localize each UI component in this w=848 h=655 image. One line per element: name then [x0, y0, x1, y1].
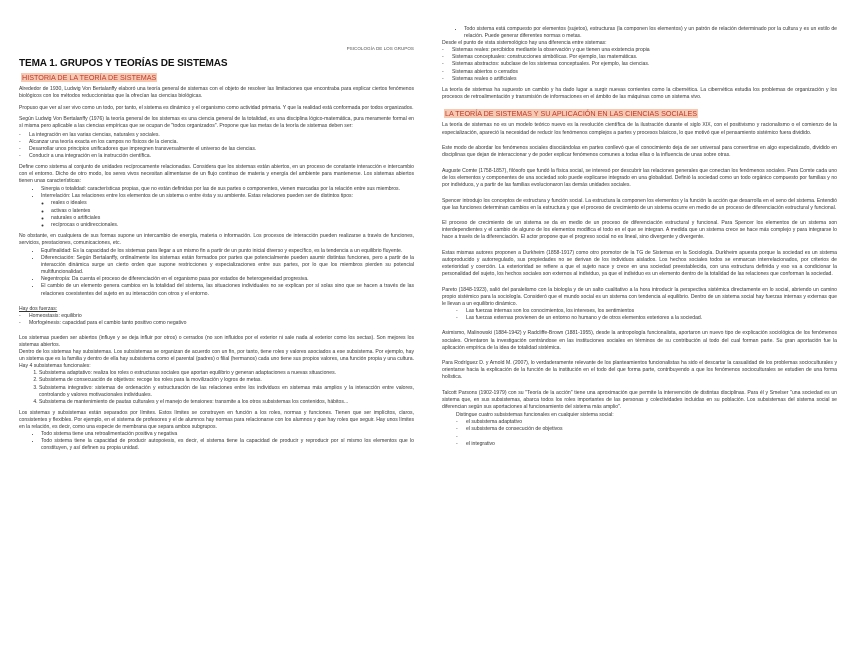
forces-intro-text: Hay dos fuerzas: [19, 305, 58, 312]
paragraph: Spencer introdujo los conceptos de estructura y función social. La estructura la componen los elementos y la función la acción que desarrolla en el seno del sistema. Entendió que las funciones determinan cambios en la estructura y que el proceso de crecimiento de un sistema ocurre en medio de un proceso de diferenciación estructural y funcional. [442, 197, 837, 211]
system-types-list [442, 47, 837, 82]
list-item: 4. Subsistema de mantenimiento de pautas culturales y el manejo de tensiones: transmite a los otros subsistemas los contenidos, hábitos... [39, 399, 414, 406]
list-item: • Interrelación: Las relaciones entre los elementos de un sistema o entre ésta y su ambiente. Estas relaciones pueden ser de distintos tipos: [41, 193, 414, 200]
paragraph: La teoría de sistemas ha supuesto un cambio y ha dado lugar a surgir nuevas corrientes como la cibernética. La cibernética estudia los problemas de organización y los procesos de retroalimentación y transmisión de informaciones en el ámbito de las máquinas como un sistema vivo. [442, 86, 837, 100]
list-item: ◦ naturales o artificiales [51, 215, 414, 222]
list-item: • Todo sistema tiene una retroalimentación positiva y negativa [41, 431, 414, 438]
paragraph: Define como sistema al conjunto de unidades recíprocamente relacionadas. Considera que los sistemas están abiertos, en un proceso de constante interacción e intercambio con el entorno. Dicho de otro modo, los seres vivos necesitan alimentarse de un flujo continuo de materia y energía del ambiente para mantenerse. Los sistemas abiertos tienen unas características: [19, 163, 414, 185]
paragraph: Propuso que ver al ser vivo como un todo, por tanto, el sistema es dinámico y el organismo como actividad primaria. Y que la realidad está conformada por todos organizados. [19, 104, 414, 111]
list-item: • Diferenciación: Según Bertalanffy, ordinalmente los sistemas están formados por partes que potencialmente pueden asumir distintas funciones, pero a partir de la interacción dinámica surge un cierto orden que supone restricciones y especializaciones entre sus partes, por lo que los miembros pierden su potencial multifuncionalidad. [41, 255, 414, 276]
list-item: ◦ activas o latentes [51, 208, 414, 215]
paragraph: Pareto (1848-1923), salió del paralelismo con la biología y de un salto cualitativo a la hora introducir la perspectiva sistémica directamente en lo social, abriendo un camino propio sistémico para la sociología. Consideró que el mundo social es un sistema con tendencia al equilibrio. Dentro de un sistema social hay fuerzas internas y externas que le llevan a un equilibrio dinámico. [442, 286, 837, 308]
list-item: - Sistemas reales: percibidos mediante la observación y que tienen una existencia propia [452, 47, 837, 54]
paragraph: Este modo de abordar los fenómenos sociales disociándolas en partes conllevó que el conocimiento deja de ser universal para convertirse en algo especializado, dividido en disciplinas que dejan de interaccionar y de poder explicar fenómenos comunes a todas ellas o la influencia de unas sobre otras. [442, 145, 837, 159]
relation-types-list [19, 200, 414, 228]
paragraph: Talcott Parsons (1902-1979) con su "Teoría de la acción" tiene una aproximación que permite la intervención de distintas disciplinas. Para él y Smelser "una sociedad es un sistema que, en sus subsistemas, abarca todos los roles importantes de las personas y colectividades incluidas en su población. Los subsistemas del sistema social se diferencian según sus aportaciones al funcionamiento del sistema más amplio". [442, 389, 837, 411]
list-item: - el subsistema de consecución de objetivos [466, 426, 837, 433]
list-item: - Sistemas conceptuales: construcciones simbólicas. Por ejemplo, las matemáticas. [452, 54, 837, 61]
list-item: 3. Subsistema integrativo: sistemas de ordenación y estructuración de las relaciones entre los individuos en sistemas más amplios y la interacción entre valores, controlando y valores motivacionales individuales. [39, 385, 414, 399]
forces-list [19, 313, 414, 327]
parsons-subsystems-list [442, 419, 837, 447]
list-item: 1. Subsistema adaptativo: realiza los roles o estructuras sociales que aportan equilibrio y generan adaptaciones a nuevas situaciones. [39, 370, 414, 377]
list-item: • El cambio de un elemento genera cambios en la totalidad del sistema, las situaciones individuales no se explican por sí solas sino que se hacen a través de las relaciones coexistentes del sujeto en su interacción con otros y el entorno. [41, 283, 414, 297]
list-item: - La integración en las varias ciencias, naturales y sociales. [29, 132, 414, 139]
paragraph: No obstante, en cualquiera de sus formas supone un intercambio de energía, materia o información. Los procesos de interacción pueden realizarse a través de funciones, servicios, prestaciones, comunicaciones, etc. [19, 232, 414, 246]
running-head: PSICOLOGÍA DE LOS GRUPOS [346, 46, 414, 51]
paragraph: Según Ludwig Von Bertalanffy (1976) la teoría general de los sistemas es una ciencia general de la totalidad, es una disciplina lógico-matemática, pura meramente formal en sí misma pero aplicable a las ciencias empíricas que se ocupan de "todos organizados". Propone que las metas de la teoría de sistemas deben ser: [19, 116, 414, 130]
membrane-list [19, 431, 414, 452]
section-heading-social-text: LA TEORÍA DE SISTEMAS Y SU APLICACIÓN EN LAS CIENCIAS SOCIALES [445, 109, 698, 119]
goals-list [19, 132, 414, 160]
list-item: 2. Subsistema de consecuación de objetivos: recoge los roles para la movilización y logros de metas. [39, 377, 414, 384]
list-item: ◦ reales o ideales [51, 200, 414, 207]
paragraph: Distingue cuatro subsistemas funcionales en cualquier sistema social: [456, 412, 614, 419]
forces-intro [19, 306, 414, 313]
paragraph: Dentro de los sistemas hay subsistemas. Los subsistemas se organizan de acuerdo con un fin, por tanto, tiene roles y valores asociados a ese subsistema. Por ejemplo, hay un sistema que es la familia y dentro de ella hay subsistema como el parental (padres) o filial (hermanos) cada uno tiene sus propios valores, una función propia y una cultura. Hay 4 subsistemas funcionales: [19, 349, 414, 370]
paragraph: Estas mismas autores proponen a Durkheim (1858-1917) como otro promotor de la TG de Sistemas en la Sociología. Durkheim apuesta porque la sociedad es un sistema autoproducido y autorregulado, sus propiedades no se derivan de los individuos aislados. Los hechos sociales todos se enmarcan interrelacionados, por criterios de exterioridad y coerción. La exterioridad se refiere a que el sujeto nace y crece en una sociedad preestablecida, con una estructura definida y eso va a condicionar la personalidad del sujeto, los hechos sociales son externos al individuo, ya que el individuo es un elemento dentro de la totalidad de las relaciones que conforman la sociedad. [442, 250, 837, 278]
list-item: - Conducir a una integración en la instrucción científica. [29, 153, 414, 160]
list-item: - Sistemas abstractos: subclase de los sistemas conceptuales. Por ejemplo, las ciencias. [452, 61, 837, 68]
paragraph: El proceso de crecimiento de un sistema se da en medio de un proceso de diferenciación estructural y funcional. Para Spencer los elementos de un sistema son interdependientes y el cambio de alguno de los elementos modifica el todo en el que se integran. A medida que un sistema crece se hace más complejo y para integrarse lo hace a través de la diferenciación. El actor propone que el progreso social no es lineal, sino divergente y divergente. [442, 220, 837, 241]
section-heading-history [19, 73, 414, 82]
list-item: - el subsistema adaptativo [466, 419, 837, 426]
section-heading-social [442, 109, 837, 118]
list-item: • Todo sistema tiene la capacidad de producir autopoiesis, es decir, el sistema tiene la capacidad de producir y reproducir por sí mismo los elementos que lo constituyen, y así definen su propia unidad. [41, 438, 414, 452]
pareto-forces-list [442, 308, 837, 322]
list-item: • Negentropía: Da cuenta el proceso de diferenciación en el organismo pasa por estados de heterogeneidad progresiva. [41, 276, 414, 283]
section-heading-history-text: HISTORIA DE LA TEORÍA DE SISTEMAS [22, 73, 157, 83]
paragraph: Auguste Comte (1758-1857), filósofo que fundó la física social, se interesó por descubrir las relaciones generales que conectan los fenómenos sociales. Para Comte cada uno de los elementos y componentes de una sociedad solo puede explicarse integrado en una globalidad. Definió la sociedad como un todo orgánico compuesto por familias y no por individuos, y a partir de las familias evolucionaron las demás unidades sociales. [442, 167, 837, 188]
subsystems-list [19, 370, 414, 405]
list-item: • Todo sistema está compuesto por elementos (sujetos), estructuras (la componen los elementos) y un patrón de relación determinado por la cultura y es un estilo de relación. Puede generar diferentes normas o metas. [464, 26, 837, 40]
characteristics-list [19, 186, 414, 200]
list-item: • Equifinalidad: Es la capacidad de los sistemas para llegar a un mismo fin a partir de un punto inicial diverso y específico, es la tendencia a un equilibrio fluyente. [41, 248, 414, 255]
page-title: TEMA 1. GRUPOS Y TEORÍAS DE SISTEMAS [19, 58, 228, 70]
list-item: - Sistemas reales o artificiales [452, 76, 837, 83]
list-item: - Las fuerzas internas son los conocimientos, los intereses, los sentimientos [466, 308, 837, 315]
right-column [442, 26, 837, 452]
list-item: • Sinergia o totalidad: características propias, que no están definidas por las de sus partes o componentes, vienen marcadas por la relación entre sus miembros. [41, 186, 414, 193]
paragraph: Para Rodríguez D. y Arnold M. (2007), lo verdaderamente relevante de los planteamientos funcionalistas ha sido el descartar la casualidad de los problemas socioculturales y orientarse hacia la explicación de la función de la institución en el todo del que forma parte, contribuyendo a que los fenómenos socioculturales se estudien de una forma holística. [442, 360, 837, 381]
left-column [19, 0, 414, 456]
characteristics-list-2 [19, 248, 414, 298]
list-item: - el integrativo [466, 441, 837, 448]
list-item: - Morfogénesis: capacidad para el cambio tanto positivo como negativo [29, 320, 414, 327]
paragraph: Asimismo, Malinowski (1884-1942) y Radcliffe-Brown (1881-1955), desde la antropología funcionalista, aportaron un nuevo tipo de explicación sociológica de los fenómenos sociales. Orientaron la investigación centrándose en las instituciones sociales en términos de su contribución al todo del cual forman parte. Su gran aportación fue la aplicación empírica de la idea de totalidad sistémica. [442, 330, 837, 351]
paragraph: Los sistemas pueden ser abiertos (influye y se deja influir por otros) o cerrados (no son influidos por el exterior ni sale nada al exterior como los sectas). Son mejores los sistemas abiertos. [19, 334, 414, 348]
top-bullets-list [442, 26, 837, 40]
paragraph: Desde el punto de vista sistemológico hay una diferencia entre sistemas: [442, 40, 607, 47]
list-item: - Desarrollar unos principios unificadores que impregnen transversalmente el universo de las ciencias. [29, 146, 414, 153]
list-item: ◦ recíprocas o unidireccionales. [51, 222, 414, 229]
list-item: - Homeostasis: equilibrio [29, 313, 414, 320]
list-item: - Las fuerzas externas provienen de un entorno no humano y de otros elementos exteriores a la sociedad. [466, 315, 837, 322]
list-item: - Alcanzar una teoría exacta en los campos no físicos de la ciencia. [29, 139, 414, 146]
list-item: - Sistemas abiertos o cerrados [452, 69, 837, 76]
paragraph: La teoría de sistemas no es un modelo teórico nuevo es la revolución científica de la ilustración durante el siglo XIX, con el positivismo y racionalismo o el comienzo de la especialización, apareció la necesidad de reducir los fenómenos complejos a partes y procesos básicos, lo que motivó que el pensamiento sistémico fuera dividido. [442, 122, 837, 136]
paragraph: Los sistemas y subsistemas están separados por límites. Estos límites se construyen en función a los roles, normas y funciones. Tienen que ser implícitos, claros, consistentes y flexibles. Por ejemplo, en el sistema de profesores y el de alumnos hay normas para relacionarse con los alumnos y que hay roles que seguir. Hay unos límites en la relación, es decir, como una especie de membrana que separa ambos subgrupos. [19, 409, 414, 431]
paragraph: Alrededor de 1930, Ludwig Von Bertalanffy elaboró una teoría general de sistemas con el objeto de resolver las limitaciones que encontraba para explicar ciertos fenómenos biológicos con los métodos reduccionistas que la ofrecían las ciencias biológicas. [19, 86, 414, 100]
list-item [466, 434, 837, 441]
